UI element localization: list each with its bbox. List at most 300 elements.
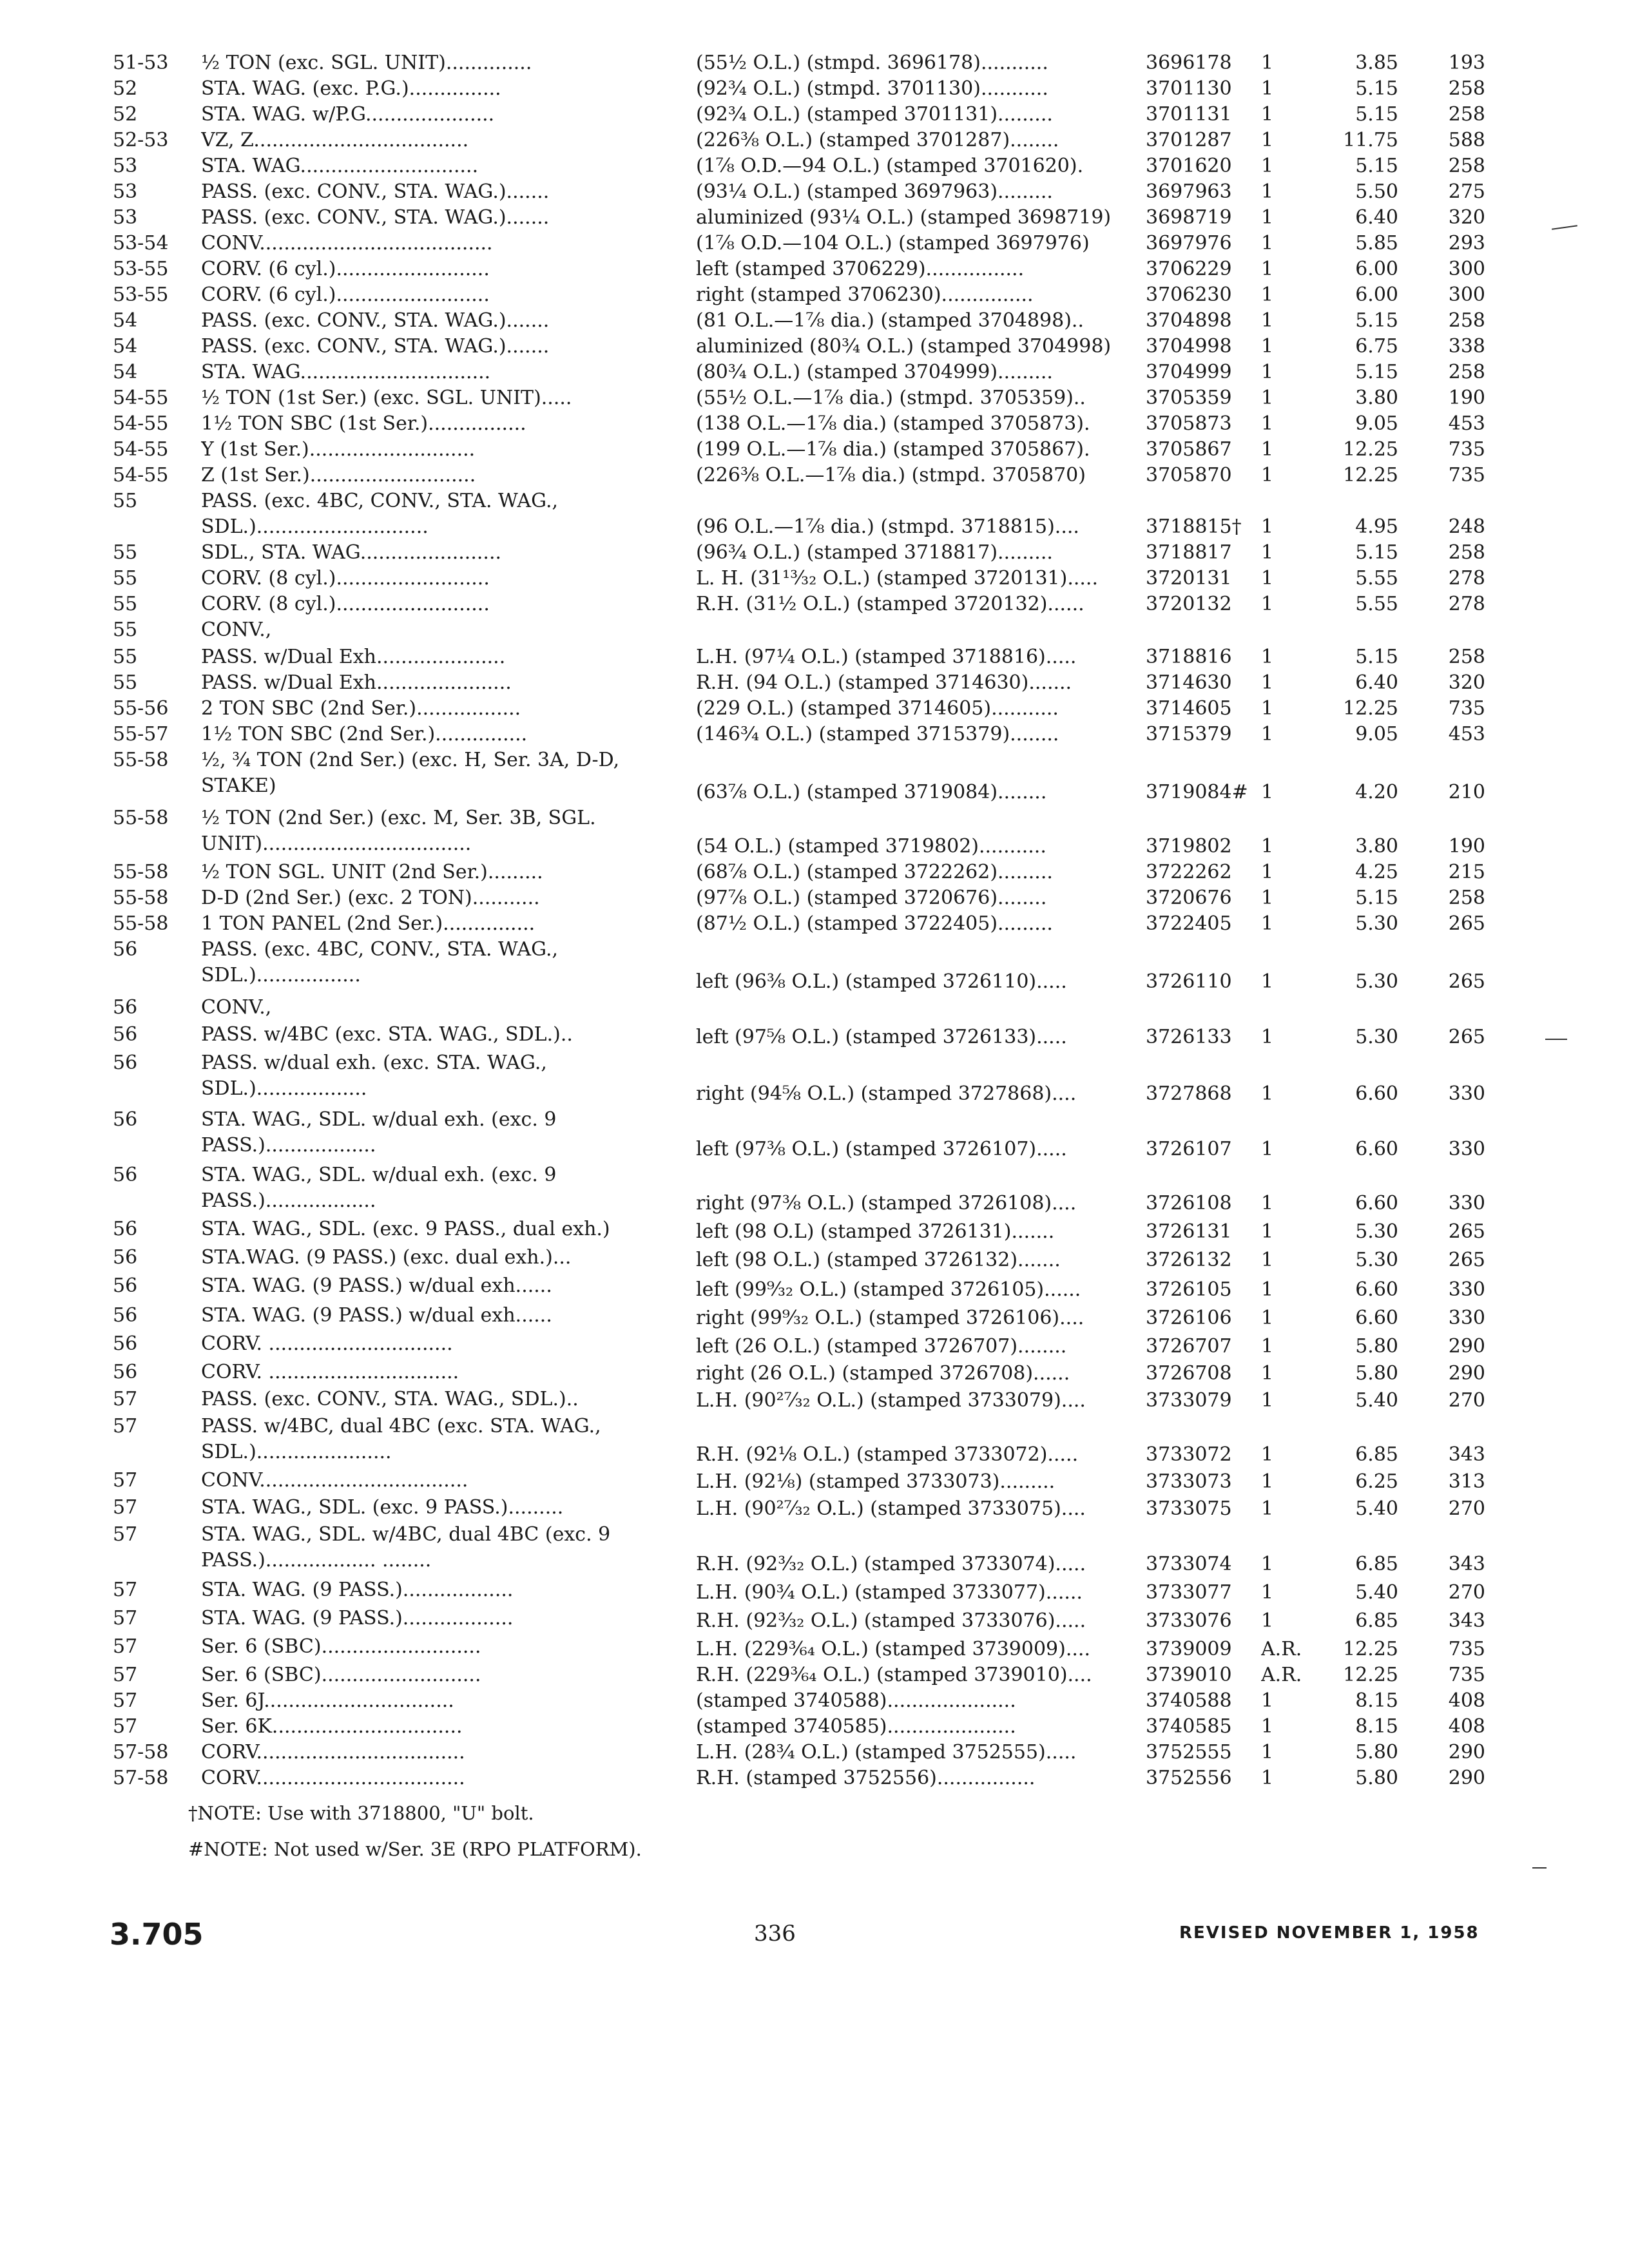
model-year: 55-57 [113,723,169,745]
part-number: 3733074 [1146,1553,1232,1575]
table-row [0,1634,1629,1662]
price-code: 735 [1448,1638,1485,1660]
price-code: 735 [1448,464,1485,486]
part-number: 3706230 [1146,284,1232,306]
part-number: 3706229 [1146,258,1232,280]
application: ½ TON SGL. UNIT (2nd Ser.)......... [201,861,543,883]
model-year: 54 [113,335,138,358]
price-code: 330 [1448,1138,1485,1160]
description: R.H. (92⅛ O.L.) (stamped 3733072)..... [696,1443,1079,1466]
list-price: 3.80 [1355,835,1398,858]
description: (97⅞ O.L.) (stamped 3720676)........ [696,887,1047,909]
quantity: 1 [1261,232,1274,255]
description: (stamped 3740585)..................... [696,1715,1016,1738]
quantity: 1 [1261,1082,1274,1105]
list-price: 6.85 [1355,1553,1398,1575]
application: CORV.................................. [201,1741,465,1763]
list-price: 3.80 [1355,387,1398,409]
price-code: 408 [1448,1715,1485,1738]
model-year: 57 [113,1715,138,1738]
part-number: 3718815† [1146,515,1242,538]
page-footer [0,1917,1629,1956]
list-price: 6.60 [1355,1192,1398,1215]
part-number: 3733079 [1146,1389,1232,1412]
description: (226⅜ O.L.) (stamped 3701287)........ [696,129,1059,151]
table-row [0,722,1629,747]
quantity: 1 [1261,335,1274,358]
model-year: 53-55 [113,284,169,306]
table-row [0,256,1629,282]
quantity: 1 [1261,835,1274,858]
model-year: 57 [113,1523,138,1546]
price-code: 270 [1448,1389,1485,1412]
description: right (stamped 3706230)............... [696,284,1034,306]
description: L. H. (31¹³⁄₃₂ O.L.) (stamped 3720131)..... [696,567,1099,590]
part-number: 3701130 [1146,77,1232,100]
table-row [0,747,1629,805]
table-row [0,231,1629,256]
part-number: 3704898 [1146,309,1232,332]
application: PASS. (exc. CONV., STA. WAG.)....... [201,206,550,229]
table-row [0,1765,1629,1791]
model-year: 57 [113,1415,138,1437]
application: PASS. w/4BC (exc. STA. WAG., SDL.).. [201,1023,573,1046]
quantity: 1 [1261,206,1274,229]
quantity: 1 [1261,180,1274,203]
quantity: 1 [1261,1689,1274,1712]
description: R.H. (229³⁄₆₄ O.L.) (stamped 3739010).... [696,1664,1092,1686]
description: right (97⅜ O.L.) (stamped 3726108).... [696,1192,1077,1215]
price-code: 265 [1448,970,1485,993]
list-price: 4.25 [1355,861,1398,883]
quantity: 1 [1261,1249,1274,1271]
table-row [0,1331,1629,1360]
quantity: 1 [1261,541,1274,564]
price-code: 330 [1448,1082,1485,1105]
part-number: 3739009 [1146,1638,1232,1660]
model-year: 51-53 [113,52,169,74]
list-price: 5.40 [1355,1497,1398,1520]
table-row [0,540,1629,566]
part-number: 3705359 [1146,387,1232,409]
table-row [0,860,1629,885]
table-row [0,437,1629,463]
part-number: 3701620 [1146,155,1232,177]
list-price: 6.25 [1355,1470,1398,1493]
quantity: A.R. [1261,1638,1302,1660]
model-year: 56 [113,1361,138,1383]
list-price: 12.25 [1343,1638,1398,1660]
application: STA. WAG., SDL. w/dual exh. (exc. 9 PASS.).................. [201,1108,557,1157]
description: R.H. (92³⁄₃₂ O.L.) (stamped 3733076)..... [696,1610,1086,1632]
part-number: 3752556 [1146,1767,1232,1789]
description: (229 O.L.) (stamped 3714605)........... [696,697,1059,720]
price-code: 453 [1448,723,1485,745]
part-number: 3705870 [1146,464,1232,486]
part-number: 3720132 [1146,593,1232,615]
list-price: 5.80 [1355,1335,1398,1358]
list-price: 5.15 [1355,361,1398,383]
list-price: 5.15 [1355,103,1398,126]
quantity: 1 [1261,309,1274,332]
description: R.H. (31½ O.L.) (stamped 3720132)...... [696,593,1084,615]
quantity: 1 [1261,1362,1274,1385]
model-year: 57 [113,1635,138,1658]
list-price: 4.95 [1355,515,1398,538]
quantity: 1 [1261,697,1274,720]
footnote: †NOTE: Use with 3718800, "U" bolt. [188,1802,534,1824]
application: STA. WAG. (9 PASS.) w/dual exh...... [201,1274,552,1297]
price-code: 265 [1448,1249,1485,1271]
application: CORV. .............................. [201,1332,453,1355]
part-number: 3722405 [1146,912,1232,935]
application: CONV.................................. [201,1469,468,1492]
model-year: 56 [113,1246,138,1269]
quantity: 1 [1261,361,1274,383]
application: STA. WAG............................. [201,155,479,177]
model-year: 55 [113,490,138,512]
list-price: 5.15 [1355,541,1398,564]
model-year: 56 [113,996,138,1019]
quantity: 1 [1261,1553,1274,1575]
price-code: 735 [1448,1664,1485,1686]
price-code: 313 [1448,1470,1485,1493]
application: CORV. (8 cyl.)......................... [201,593,490,615]
price-code: 193 [1448,52,1485,74]
part-number: 3704998 [1146,335,1232,358]
quantity: 1 [1261,52,1274,74]
part-number: 3719084# [1146,781,1248,803]
description: (68⅞ O.L.) (stamped 3722262)......... [696,861,1053,883]
list-price: 6.85 [1355,1610,1398,1632]
description: aluminized (80¾ O.L.) (stamped 3704998) [696,335,1112,358]
model-year: 55 [113,567,138,590]
price-code: 588 [1448,129,1485,151]
table-row [0,1387,1629,1414]
list-price: 4.20 [1355,781,1398,803]
description: left (96⅜ O.L.) (stamped 3726110)..... [696,970,1067,993]
price-code: 290 [1448,1767,1485,1789]
table-row [0,50,1629,76]
model-year: 55 [113,593,138,615]
part-number: 3733072 [1146,1443,1232,1466]
application: Ser. 6 (SBC).......................... [201,1635,481,1658]
description: (55½ O.L.—1⅞ dia.) (stmpd. 3705359).. [696,387,1086,409]
table-row [0,128,1629,153]
application: 2 TON SBC (2nd Ser.)................. [201,697,521,720]
model-year: 53-54 [113,232,169,255]
table-row [0,1468,1629,1495]
part-number: 3733073 [1146,1470,1232,1493]
part-number: 3740588 [1146,1689,1232,1712]
model-year: 55-58 [113,861,169,883]
quantity: 1 [1261,258,1274,280]
list-price: 5.15 [1355,155,1398,177]
part-number: 3701131 [1146,103,1232,126]
application: PASS. (exc. 4BC, CONV., STA. WAG., SDL.)................. [201,938,559,986]
part-number: 3720676 [1146,887,1232,909]
description: (138 O.L.—1⅞ dia.) (stamped 3705873). [696,412,1090,435]
model-year: 57 [113,1388,138,1410]
model-year: 55-58 [113,912,169,935]
margin-mark [1545,1039,1567,1040]
table-row [0,385,1629,411]
price-code: 258 [1448,309,1485,332]
price-code: 300 [1448,284,1485,306]
table-row [0,591,1629,617]
model-year: 52-53 [113,129,169,151]
list-price: 5.50 [1355,180,1398,203]
part-number: 3698719 [1146,206,1232,229]
model-year: 56 [113,1023,138,1046]
table-row [0,179,1629,205]
part-number: 3697963 [1146,180,1232,203]
table-row [0,153,1629,179]
quantity: 1 [1261,129,1274,151]
application: 1 TON PANEL (2nd Ser.)............... [201,912,535,935]
model-year: 56 [113,1164,138,1186]
margin-mark [1532,1867,1547,1869]
quantity: 1 [1261,1715,1274,1738]
table-row [0,205,1629,231]
list-price: 5.15 [1355,887,1398,909]
table-row [0,885,1629,911]
quantity: 1 [1261,1335,1274,1358]
application: SDL., STA. WAG....................... [201,541,502,564]
table-row [0,1522,1629,1577]
quantity: 1 [1261,1741,1274,1763]
table-row [0,696,1629,722]
price-code: 320 [1448,671,1485,694]
application: STA. WAG. (9 PASS.).................. [201,1607,514,1629]
application: PASS. w/Dual Exh...................... [201,671,512,694]
application: CONV...................................... [201,232,493,255]
quantity: 1 [1261,1389,1274,1412]
price-code: 258 [1448,77,1485,100]
application: ½ TON (1st Ser.) (exc. SGL. UNIT)..... [201,387,572,409]
list-price: 6.85 [1355,1443,1398,1466]
price-code: 190 [1448,835,1485,858]
application: Y (1st Ser.)........................... [201,438,476,461]
part-number: 3726108 [1146,1192,1232,1215]
part-number: 3726110 [1146,970,1232,993]
price-code: 320 [1448,206,1485,229]
list-price: 8.15 [1355,1689,1398,1712]
table-row [0,1022,1629,1050]
quantity: 1 [1261,387,1274,409]
application: ½, ¾ TON (2nd Ser.) (exc. H, Ser. 3A, D-D, STAKE) [201,749,620,797]
part-number: 3701287 [1146,129,1232,151]
list-price: 3.85 [1355,52,1398,74]
price-code: 258 [1448,103,1485,126]
description: (226⅜ O.L.—1⅞ dia.) (stmpd. 3705870) [696,464,1086,486]
price-code: 265 [1448,1026,1485,1048]
table-row [0,995,1629,1022]
description: (1⅞ O.D.—104 O.L.) (stamped 3697976) [696,232,1090,255]
part-number: 3714630 [1146,671,1232,694]
part-number: 3714605 [1146,697,1232,720]
model-year: 53 [113,206,138,229]
footnotes [188,1795,642,1867]
description: (stamped 3740588)..................... [696,1689,1016,1712]
description: L.H. (90²⁷⁄₃₂ O.L.) (stamped 3733079).... [696,1389,1086,1412]
part-number: 3718816 [1146,646,1232,668]
part-number: 3704999 [1146,361,1232,383]
table-row [0,1245,1629,1273]
description: L.H. (92⅛) (stamped 3733073)......... [696,1470,1055,1493]
quantity: 1 [1261,1497,1274,1520]
quantity: 1 [1261,1220,1274,1243]
quantity: 1 [1261,671,1274,694]
quantity: 1 [1261,77,1274,100]
list-price: 6.75 [1355,335,1398,358]
model-year: 57 [113,1579,138,1601]
list-price: 5.55 [1355,567,1398,590]
model-year: 55-56 [113,697,169,720]
application: STA. WAG., SDL. (exc. 9 PASS., dual exh.) [201,1218,610,1240]
price-code: 278 [1448,593,1485,615]
price-code: 290 [1448,1362,1485,1385]
table-row [0,937,1629,995]
price-code: 210 [1448,781,1485,803]
description: left (97⅜ O.L.) (stamped 3726107)..... [696,1138,1067,1160]
model-year: 55 [113,646,138,668]
list-price: 5.15 [1355,646,1398,668]
price-code: 275 [1448,180,1485,203]
application: STA.WAG. (9 PASS.) (exc. dual exh.)... [201,1246,572,1269]
quantity: 1 [1261,723,1274,745]
application: CORV. (6 cyl.)......................... [201,258,490,280]
table-row [0,1495,1629,1522]
description: (96¾ O.L.) (stamped 3718817)......... [696,541,1053,564]
description: (92¾ O.L.) (stamped 3701131)......... [696,103,1053,126]
model-year: 56 [113,938,138,961]
description: (92¾ O.L.) (stmpd. 3701130)........... [696,77,1048,100]
price-code: 258 [1448,541,1485,564]
list-price: 8.15 [1355,1715,1398,1738]
revision-date: REVISED NOVEMBER 1, 1958 [1179,1923,1480,1943]
table-row [0,1688,1629,1714]
table-row [0,644,1629,670]
model-year: 54 [113,309,138,332]
application: Ser. 6K............................... [201,1715,463,1738]
part-number: 3752555 [1146,1741,1232,1763]
price-code: 290 [1448,1335,1485,1358]
model-year: 54-55 [113,438,169,461]
price-code: 735 [1448,438,1485,461]
table-row [0,76,1629,102]
price-code: 258 [1448,155,1485,177]
quantity: 1 [1261,438,1274,461]
price-code: 265 [1448,912,1485,935]
price-code: 330 [1448,1307,1485,1329]
model-year: 56 [113,1274,138,1297]
description: R.H. (stamped 3752556)................ [696,1767,1036,1789]
table-row [0,911,1629,937]
model-year: 55-58 [113,807,169,829]
description: L.H. (90¾ O.L.) (stamped 3733077)...... [696,1581,1083,1604]
description: (96 O.L.—1⅞ dia.) (stmpd. 3718815).... [696,515,1079,538]
model-year: 54-55 [113,464,169,486]
model-year: 56 [113,1218,138,1240]
application: STA. WAG., SDL. w/dual exh. (exc. 9 PASS.).................. [201,1164,557,1212]
application: PASS. (exc. CONV., STA. WAG.)....... [201,335,550,358]
part-number: 3733077 [1146,1581,1232,1604]
part-number: 3697976 [1146,232,1232,255]
list-price: 6.00 [1355,258,1398,280]
application: ½ TON (exc. SGL. UNIT).............. [201,52,532,74]
part-number: 3719802 [1146,835,1232,858]
table-row [0,1050,1629,1107]
list-price: 5.30 [1355,1220,1398,1243]
description: (81 O.L.—1⅞ dia.) (stamped 3704898).. [696,309,1084,332]
list-price: 6.60 [1355,1307,1398,1329]
price-code: 258 [1448,887,1485,909]
page-number: 336 [754,1921,796,1946]
list-price: 12.25 [1343,464,1398,486]
table-row [0,1577,1629,1606]
description: left (99⁹⁄₃₂ O.L.) (stamped 3726105)...... [696,1278,1081,1301]
quantity: 1 [1261,567,1274,590]
quantity: A.R. [1261,1664,1302,1686]
part-number: 3727868 [1146,1082,1232,1105]
list-price: 6.40 [1355,671,1398,694]
model-year: 57 [113,1469,138,1492]
part-number: 3715379 [1146,723,1232,745]
application: PASS. (exc. 4BC, CONV., STA. WAG., SDL.)............................ [201,490,559,538]
quantity: 1 [1261,887,1274,909]
list-price: 5.55 [1355,593,1398,615]
table-row [0,1107,1629,1162]
list-price: 12.25 [1343,438,1398,461]
application: CORV.................................. [201,1767,465,1789]
list-price: 5.40 [1355,1389,1398,1412]
application: CONV., [201,619,272,641]
table-row [0,282,1629,308]
table-row [0,670,1629,696]
table-row [0,1273,1629,1303]
description: (146¾ O.L.) (stamped 3715379)........ [696,723,1059,745]
application: 1½ TON SBC (1st Ser.)................ [201,412,526,435]
table-row [0,308,1629,334]
application: ½ TON (2nd Ser.) (exc. M, Ser. 3B, SGL. UNIT).................................. [201,807,596,855]
model-year: 57 [113,1689,138,1712]
application: CORV. ............................... [201,1361,459,1383]
description: left (26 O.L.) (stamped 3726707)........ [696,1335,1067,1358]
model-year: 53-55 [113,258,169,280]
application: PASS. w/dual exh. (exc. STA. WAG., SDL.).................. [201,1052,547,1100]
price-code: 343 [1448,1443,1485,1466]
table-row [0,1740,1629,1765]
application: STA. WAG. (9 PASS.).................. [201,1579,514,1601]
price-code: 290 [1448,1741,1485,1763]
description: L.H. (28¾ O.L.) (stamped 3752555)..... [696,1741,1077,1763]
price-code: 270 [1448,1581,1485,1604]
application: D-D (2nd Ser.) (exc. 2 TON)........... [201,887,540,909]
application: STA. WAG. (exc. P.G.)............... [201,77,501,100]
table-row [0,488,1629,540]
part-number: 3705873 [1146,412,1232,435]
description: R.H. (92³⁄₃₂ O.L.) (stamped 3733074)..... [696,1553,1086,1575]
part-number: 3705867 [1146,438,1232,461]
model-year: 57 [113,1496,138,1519]
quantity: 1 [1261,1767,1274,1789]
table-row [0,566,1629,591]
model-year: 54-55 [113,412,169,435]
price-code: 343 [1448,1610,1485,1632]
model-year: 55 [113,619,138,641]
description: (199 O.L.—1⅞ dia.) (stamped 3705867). [696,438,1090,461]
